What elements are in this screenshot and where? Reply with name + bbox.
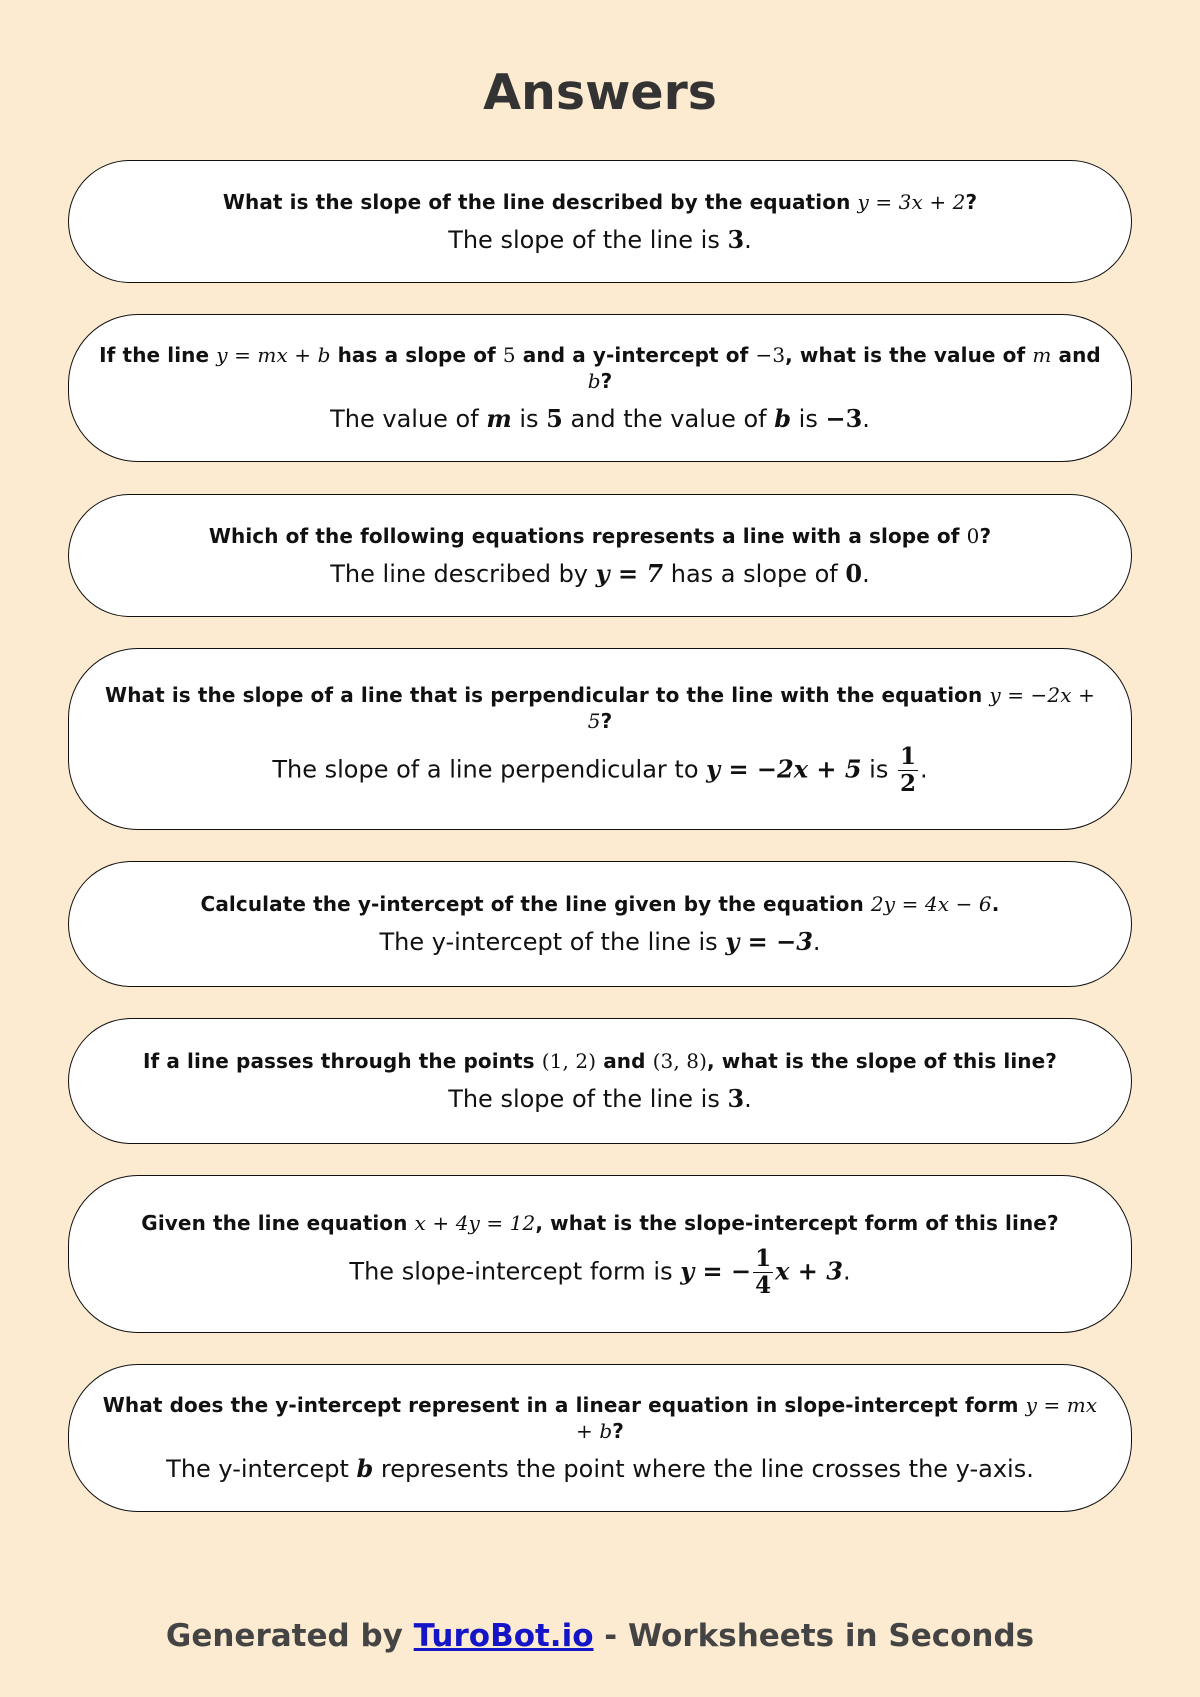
fraction-numerator: 1 — [899, 742, 916, 770]
question-part: Given the line equation — [141, 1210, 415, 1235]
answer-part: . — [744, 225, 752, 254]
question-math: y = −2x + 5 — [587, 682, 1095, 733]
answer-math: −3 — [825, 404, 863, 433]
answer-math: 3 — [727, 224, 745, 254]
answer-text — [166, 1454, 1034, 1484]
question-part: What is the slope of a line that is perpendicular to the line with the equation — [105, 682, 990, 707]
question-math: −3 — [755, 343, 786, 367]
question-math: 2y = 4x − 6 — [870, 892, 992, 916]
question-math: (3, 8) — [652, 1049, 707, 1073]
question-math: y = 3x + 2 — [857, 189, 966, 214]
question-text — [97, 342, 1103, 394]
question-part: ? — [965, 189, 978, 214]
answer-part: . — [744, 1085, 752, 1113]
answer-part: . — [920, 755, 928, 783]
answer-part: is — [861, 755, 896, 783]
answer-part: is — [791, 405, 826, 433]
question-text — [223, 189, 977, 215]
question-part: . — [991, 892, 1000, 916]
answer-math: m — [486, 404, 512, 433]
answer-card-7 — [68, 1175, 1132, 1333]
answer-part: . — [862, 559, 870, 588]
answer-card-1 — [68, 160, 1132, 283]
question-text — [201, 891, 1000, 917]
answer-math: x + 3 — [775, 1256, 843, 1285]
question-math: (1, 2) — [541, 1049, 597, 1073]
question-part: ? — [979, 523, 992, 548]
question-text — [97, 682, 1103, 734]
question-part: and a y-intercept of — [515, 343, 756, 367]
answer-part: The y-intercept — [166, 1455, 357, 1483]
answer-math: y = −3 — [725, 927, 813, 956]
answer-math: y = − — [680, 1256, 752, 1285]
answer-part: . — [862, 405, 870, 433]
answer-part: The slope-intercept form is — [349, 1257, 681, 1285]
question-part: , what is the slope of this line? — [706, 1049, 1058, 1073]
answer-part: and the value of — [562, 405, 775, 433]
answer-math: y = −2x + 5 — [706, 754, 862, 783]
answer-part: has a slope of — [663, 559, 846, 588]
question-part: has a slope of — [330, 343, 503, 367]
footer-suffix: - Worksheets in Seconds — [593, 1618, 1035, 1654]
answer-part: . — [812, 928, 821, 956]
answer-math: 0 — [845, 558, 863, 588]
question-math: x + 4y = 12 — [414, 1210, 536, 1235]
question-part: ? — [600, 708, 613, 733]
answer-part: The y-intercept of the line is — [379, 928, 726, 956]
answer-math: y = 7 — [595, 558, 664, 588]
turobot-link[interactable]: TuroBot.io — [413, 1618, 594, 1654]
answer-text — [448, 225, 752, 255]
answer-math: b — [356, 1454, 374, 1483]
question-math: y = mx + b — [216, 343, 331, 367]
answer-part: The slope of the line is — [448, 1085, 728, 1113]
answer-part: The value of — [330, 405, 487, 433]
question-math: 5 — [502, 343, 516, 367]
fraction-numerator: 1 — [755, 1244, 772, 1272]
answer-part: The slope of the line is — [448, 225, 728, 254]
answer-part: . — [842, 1257, 851, 1285]
answer-math: 5 — [546, 404, 563, 433]
question-math: y = mx + b — [576, 1393, 1098, 1443]
answer-fraction — [753, 1246, 773, 1299]
page-title: Answers — [483, 64, 717, 121]
question-part: ? — [600, 369, 613, 393]
fraction-denominator: 4 — [755, 1271, 772, 1299]
fraction-denominator: 2 — [899, 769, 916, 797]
answer-fraction — [898, 744, 918, 797]
answer-card-2 — [68, 314, 1132, 462]
answer-card-3 — [68, 494, 1132, 617]
question-part: , what is the value of — [785, 343, 1033, 367]
question-part: ? — [612, 1419, 624, 1443]
question-part: If a line passes through the points — [142, 1049, 542, 1073]
question-part: and — [596, 1049, 653, 1073]
answer-card-5 — [68, 861, 1132, 987]
question-part: and — [1051, 343, 1101, 367]
answer-card-4 — [68, 648, 1132, 830]
question-math: 0 — [966, 523, 980, 548]
answer-part: The line described by — [330, 559, 596, 588]
footer-prefix: Generated by — [165, 1618, 414, 1654]
question-text — [141, 1210, 1058, 1236]
answer-math: b — [774, 404, 792, 433]
answer-math: 3 — [727, 1084, 745, 1113]
answer-card-8 — [68, 1364, 1132, 1512]
question-text — [209, 523, 991, 549]
answer-part: is — [511, 405, 547, 433]
answer-part: The slope of a line perpendicular to — [272, 755, 707, 783]
question-math: m — [1032, 343, 1052, 367]
answer-text — [448, 1084, 752, 1114]
footer — [0, 1618, 1200, 1654]
question-part: Which of the following equations represents a line with a slope of — [208, 523, 967, 548]
question-part: If the line — [99, 343, 217, 367]
question-text — [143, 1048, 1057, 1074]
answer-text — [330, 559, 869, 589]
question-part: Calculate the y-intercept of the line given by the equation — [200, 892, 871, 916]
question-math: b — [587, 369, 601, 393]
answer-text — [272, 744, 927, 797]
question-text — [97, 1392, 1103, 1444]
question-part: , what is the slope-intercept form of this line? — [535, 1210, 1059, 1235]
answer-text — [330, 404, 870, 434]
answer-text — [379, 927, 820, 957]
question-part: What is the slope of the line described by the equation — [222, 189, 858, 214]
answer-card-6 — [68, 1018, 1132, 1144]
question-part: What does the y-intercept represent in a linear equation in slope-intercept form — [102, 1393, 1026, 1417]
answer-text — [349, 1246, 850, 1299]
answer-part: represents the point where the line crosses the y-axis. — [373, 1455, 1034, 1483]
